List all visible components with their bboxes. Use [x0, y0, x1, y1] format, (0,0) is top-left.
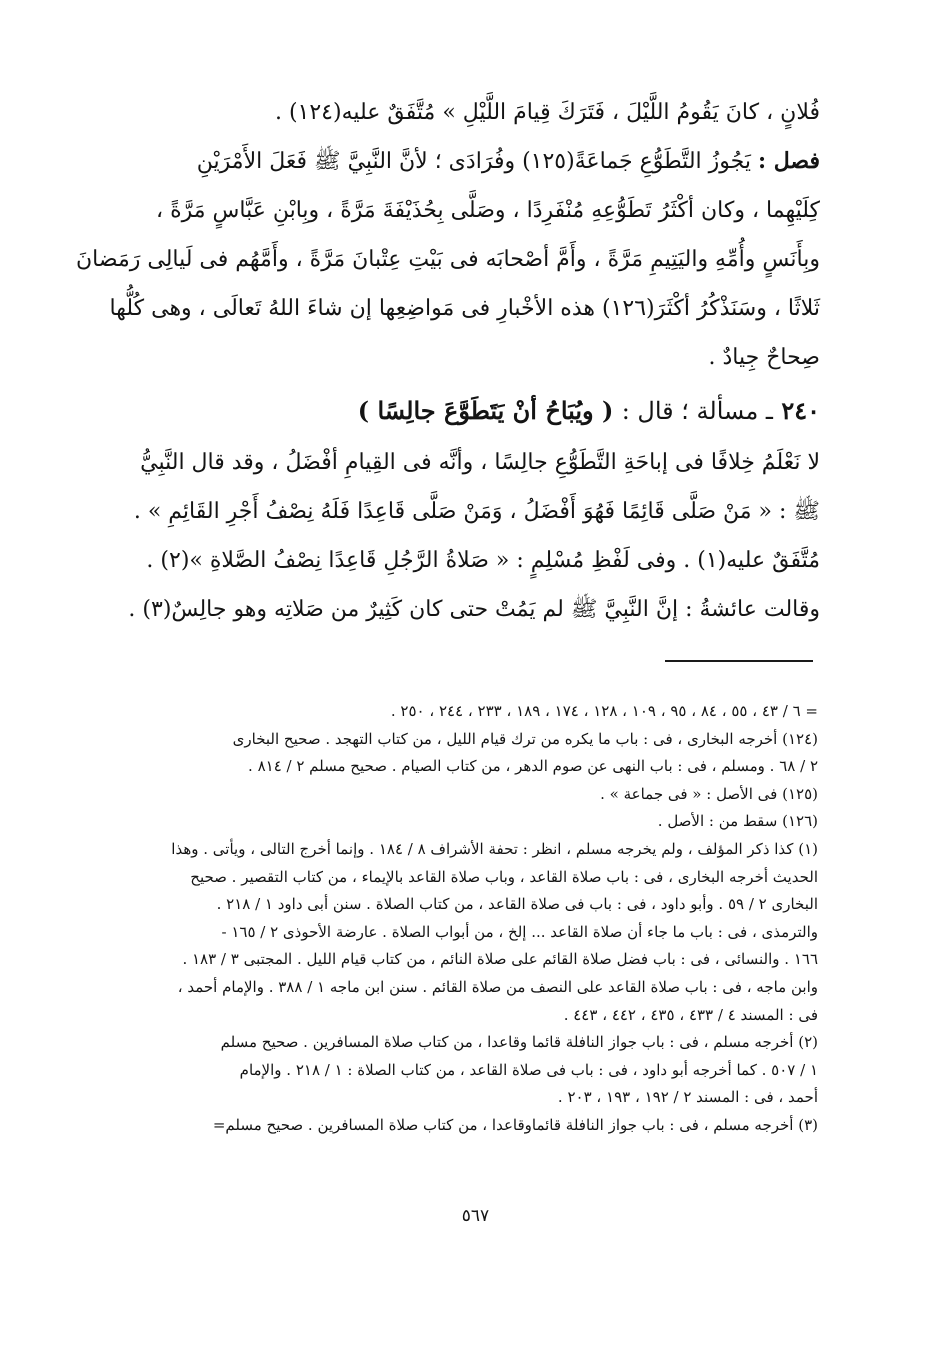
- footnote-line: (٣) أخرجه مسلم ، فى : باب جواز النافلة قائماوقاعدا ، من كتاب صلاة المسافرين . صحيح مسلم=: [212, 1115, 818, 1134]
- main-text: [76, 88, 820, 634]
- footnote-line: والترمذى ، فى : باب ما جاء أن صلاة القاعد ... إلخ ، من أبواب الصلاة . عارضة الأحوذى ٢ / ١٦٥ -: [221, 922, 818, 941]
- footnote-line: وابن ماجه ، فى : باب صلاة القاعد على النصف من صلاة القائم . سنن ابن ماجه ١ / ٣٨٨ . والإمام أحمد ،: [177, 977, 818, 996]
- footnote-line: الحديث أخرجه البخارى ، فى : باب صلاة القاعد ، وباب صلاة القاعد بالإيماء ، من كتاب التقصير . صحيح: [190, 867, 818, 886]
- footnote-line: (١٢٤) أخرجه البخارى ، فى : باب ما يكره من ترك قيام الليل ، من كتاب التهجد . صحيح البخارى: [232, 729, 818, 748]
- footnote-line: (١٢٥) فى الأصل : « فى جماعة » .: [600, 784, 818, 803]
- fasl-line-5: صِحاحٌ جِيادٌ .: [708, 345, 820, 370]
- fasl-line-2: كِلَيْهِما ، وكان أكْثَرُ تَطَوُّعِهِ مُنْفَرِدًا ، وصَلَّى بِحُذَيْفَةَ مَرَّةً ، وبِابْنِ عَبَّاسٍ مَرَّةً ،: [155, 198, 820, 223]
- footnote-line: أحمد ، فى : المسند ٢ / ١٩٢ ، ١٩٣ ، ٢٠٣ .: [557, 1088, 818, 1107]
- footnote-line: (٢) أخرجه مسلم ، فى : باب جواز النافلة قائما وقاعدا ، من كتاب صلاة المسافرين . صحيح مسلم: [220, 1033, 818, 1052]
- footnotes: [128, 698, 818, 1140]
- fasl-text-1: يَجُوزُ التَّطَوُّعِ جَماعَةً(١٢٥) وفُرَادَى ؛ لأنَّ النَّبِيَّ ﷺ فَعَلَ الأَمْرَيْنِ: [196, 149, 751, 174]
- body-line-3: مُتَّفَقٌ عليه(١) . وفى لَفْظِ مُسْلِمٍ : « صَلاةُ الرَّجُلِ قَاعِدًا نِصْفُ الصَّلاةِ »(٢) .: [146, 548, 820, 573]
- body-line-1: لا نَعْلَمُ خِلافًا فى إباحَةِ التَّطَوُّعِ جالِسًا ، وأنَّه فى القِيامِ أفْضَلُ ، وقد قال النَّبِيُّ: [140, 450, 820, 475]
- intro-line: فُلانٍ ، كانَ يَقُومُ اللَّيْلَ ، فَتَرَكَ قِيامَ اللَّيْلِ » مُتَّفَقٌ عليه(١٢٤) .: [274, 100, 820, 125]
- body-line-2: ﷺ : « مَنْ صَلَّى قَائِمًا فَهُوَ أَفْضَلُ ، وَمَنْ صَلَّى قَاعِدًا فَلَهُ نِصْفُ أَجْرِ القَائِمِ » .: [133, 499, 820, 524]
- footnote-line: ١ / ٥٠٧ . كما أخرجه أبو داود ، فى : باب فى صلاة القاعد ، من كتاب الصلاة : ١ / ٢١٨ . والإمام: [239, 1060, 818, 1079]
- footnote-line: البخارى ٢ / ٥٩ . وأبو داود ، فى : باب فى صلاة القاعد ، من كتاب الصلاة . سنن أبى داود ١ / ٢١٨ .: [216, 895, 818, 914]
- masala-label: ـ مسألة ؛ قال :: [621, 397, 773, 425]
- footnote-line: = ٦ / ٤٣ ، ٥٥ ، ٨٤ ، ٩٥ ، ١٠٩ ، ١٢٨ ، ١٧٤ ، ١٨٩ ، ٢٣٣ ، ٢٤٤ ، ٢٥٠ .: [390, 702, 818, 720]
- footnote-divider: [665, 660, 813, 662]
- fasl-line-4: ثَلاثًا ، وسَنَذْكُرُ أكْثَرَ(١٢٦) هذه الأخْبارِ فى مَواضِعِها إن شاءَ اللهُ تَعالَى ، وهى كُلُّها: [109, 296, 820, 321]
- footnote-line: ١٦٦ . والنسائى ، فى : باب فضل صلاة القائم على صلاة النائم ، من كتاب قيام الليل . المجتبى ٣ / ١٨٣ .: [182, 950, 818, 969]
- fasl-line-1: [140, 137, 820, 186]
- masala-number: ٢٤٠: [781, 396, 820, 425]
- fasl-line-3: وبِأَنَسٍ وأُمِّهِ واليَتِيمِ مَرَّةً ، وأَمَّ أصْحابَه فى بَيْتِ عِتْبانَ مَرَّةً ، وأَمَّهُم فى لَيالِى رَمَضانَ: [76, 247, 820, 272]
- masala-quote: ( ويُبَاحُ أنْ يَتَطَوَّعَ جالِسًا ): [357, 396, 614, 425]
- masala-heading: [140, 386, 820, 436]
- footnote-line: ٢ / ٦٨ . ومسلم ، فى : باب النهى عن صوم الدهر ، من كتاب الصيام . صحيح مسلم ٢ / ٨١٤ .: [248, 757, 818, 776]
- footnote-line: (١) كذا ذكر المؤلف ، ولم يخرجه مسلم ، انظر : تحفة الأشراف ٨ / ١٨٤ . وإنما أخرج التالى ، ويأتى . وهذا: [171, 839, 818, 858]
- page-number: ٥٦٧: [461, 1206, 490, 1226]
- body-line-4: وقالت عائشةُ : إنَّ النَّبِيَّ ﷺ لم يَمُتْ حتى كان كَثِيرٌ من صَلاتِه وهو جالِسٌ(٣) .: [128, 597, 820, 622]
- footnote-line: فى : المسند ٤ / ٤٣٣ ، ٤٣٥ ، ٤٤٢ ، ٤٤٣ .: [563, 1005, 818, 1024]
- footnote-line: (١٢٦) سقط من : الأصل .: [657, 812, 818, 831]
- fasl-label: فصل :: [757, 148, 820, 174]
